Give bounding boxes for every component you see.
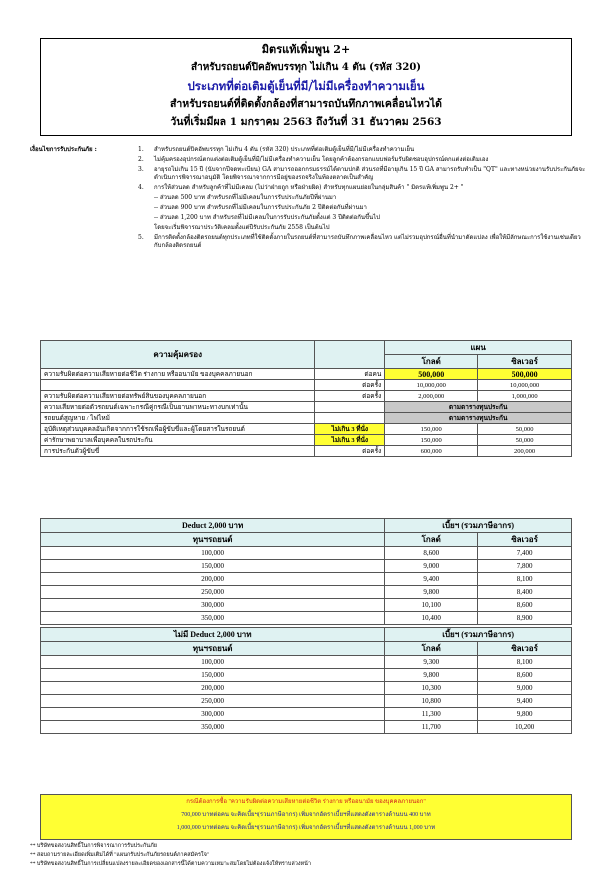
coverage-label: ความรับผิดต่อความเสียหายต่อชีวิต ร่างกาย หรืออนามัย ของบุคคลภายนอก <box>41 369 315 380</box>
silver-premium: 7,400 <box>478 547 572 560</box>
condition-item <box>138 194 588 202</box>
condition-text: สำหรับรถยนต์ปิคอัพบรรทุก ไม่เกิน 4 ตัน (รหัส 320) ประเภทที่ต่อเติมตู้เย็นที่มี/ไม่มีเครื่องทำความเย็น <box>154 146 415 153</box>
coverage-row <box>41 402 572 413</box>
coverage-label: รถยนต์สูญหาย / ไฟไหม้ <box>41 413 315 424</box>
coverage-row <box>41 380 572 391</box>
conditions-list <box>138 146 588 252</box>
silver-premium: 8,600 <box>478 669 572 682</box>
gold-premium: 9,800 <box>385 669 478 682</box>
premium-row <box>41 708 572 721</box>
silver-premium: 9,400 <box>478 695 572 708</box>
sum-insured: 350,000 <box>41 612 385 625</box>
gold-premium: 10,800 <box>385 695 478 708</box>
footnotes <box>30 842 311 869</box>
additional-coverage-note <box>40 794 572 840</box>
condition-number: 2. <box>138 156 144 163</box>
coverage-label: ความเสียหายต่อตัวรถยนต์เฉพาะกรณีคู่กรณีเป็นยานพาหนะทางบกเท่านั้น <box>41 402 315 413</box>
note-line: 700,000 บาทต่อคน จะคิดเบี้ยฯ(รวมภาษีอากร) เพิ่มจากอัตราเบี้ยฯที่แสดงดังตารางด้านบน 400 บาท <box>181 812 431 818</box>
premium-row <box>41 721 572 734</box>
silver-value: 50,000 <box>478 435 572 446</box>
premium-table-deduct <box>40 518 572 625</box>
condition-item <box>138 156 588 164</box>
footnote: ** สอบถามรายละเอียดเพิ่มเติมได้ที่ "แผนกรับประกันภัยรถยนต์ภาคสมัครใจ" <box>30 852 210 858</box>
silver-premium: 8,400 <box>478 586 572 599</box>
plan-header: แผน <box>385 341 572 355</box>
silver-value: 1,000,000 <box>478 391 572 402</box>
gold-value: 600,000 <box>385 446 478 457</box>
gold-premium: 9,400 <box>385 573 478 586</box>
condition-item <box>138 224 588 232</box>
gold-header: โกลด์ <box>385 533 478 547</box>
silver-premium: 8,600 <box>478 599 572 612</box>
coverage-label: ความรับผิดต่อความเสียหายต่อทรัพย์สินของบุคคลภายนอก <box>41 391 315 402</box>
silver-premium: 8,100 <box>478 573 572 586</box>
sum-insured: 300,000 <box>41 599 385 612</box>
vehicle-type: สำหรับรถยนต์ปิคอัพบรรทุก ไม่เกิน 4 ตัน (รหัส 320) <box>190 62 422 73</box>
premium-row <box>41 573 572 586</box>
sum-insured: 150,000 <box>41 669 385 682</box>
premium-table-no-deduct <box>40 627 572 734</box>
coverage-unit: ต่อครั้ง <box>315 391 385 402</box>
footnote: ** บริษัทขอสงวนสิทธิ์ในการพิจารณาการรับประกันภัย <box>30 843 157 849</box>
premium-table-title: ไม่มี Deduct 2,000 บาท <box>41 628 385 642</box>
silver-header: ซิลเวอร์ <box>478 642 572 656</box>
condition-item <box>138 204 588 212</box>
condition-item <box>138 146 588 154</box>
silver-value: 10,000,000 <box>478 380 572 391</box>
gold-value: 500,000 <box>385 369 478 380</box>
condition-text: มีการติดตั้งกล้องติดรถยนต์ทุกประเภทที่ใช้ติดตั้งภายในรถยนต์ที่สามารถบันทึกภาพเคลื่อนไหว แต่ไม่รวมอุปกรณ์อื่นที่นำมาดัดแปลง เพื่อให้มีลักษณะการใช้งานเช่นเดียวกับกล้องติดรถยนต์ <box>154 234 581 249</box>
silver-value: 500,000 <box>478 369 572 380</box>
sum-insured-header: ทุนฯรถยนต์ <box>41 642 385 656</box>
silver-header: ซิลเวอร์ <box>478 533 572 547</box>
premium-row <box>41 612 572 625</box>
note-line: 1,000,000 บาทต่อคน จะคิดเบี้ยฯ(รวมภาษีอากร) เพิ่มจากอัตราเบี้ยฯที่แสดงดังตารางด้านบน 1,000 บาท <box>176 825 436 831</box>
condition-text: ไม่คุ้มครองอุปกรณ์ตกแต่งต่อเติมตู้เย็นที่มี/ไม่มีเครื่องทำความเย็น โดยลูกค้าต้องกรอกแบบฟอร์มรับผิดชอบอุปกรณ์ตกแต่งต่อเติมเอง <box>154 156 489 163</box>
coverage-unit-header <box>315 341 385 369</box>
note-line: กรณีต้องการซื้อ "ความรับผิดต่อความเสียหายต่อชีวิต ร่างกาย หรืออนามัย ของบุคคลภายนอก" <box>186 799 426 805</box>
coverage-unit <box>315 413 385 424</box>
premium-label: เบี้ยฯ (รวมภาษีอากร) <box>385 519 572 533</box>
sum-insured: 200,000 <box>41 573 385 586</box>
document-header <box>40 38 572 136</box>
footnote: ** บริษัทขอสงวนสิทธิ์ในการเปลี่ยนแปลงรายละเอียดของเอกสารนี้ได้ตามความเหมาะสมโดยไม่ต้องแจ้งให้ทราบล่วงหน้า <box>30 861 311 867</box>
condition-number: 3. <box>138 166 144 173</box>
gold-header: โกลด์ <box>385 642 478 656</box>
body-type: ประเภทที่ต่อเติมตู้เย็นที่มี/ไม่มีเครื่องทำความเย็น <box>187 79 425 93</box>
conditions-label: เงื่อนไขการรับประกันภัย : <box>30 146 97 153</box>
sum-insured: 300,000 <box>41 708 385 721</box>
coverage-unit <box>315 402 385 413</box>
premium-row <box>41 547 572 560</box>
premium-row <box>41 599 572 612</box>
condition-number: 1. <box>138 146 144 153</box>
gold-premium: 8,600 <box>385 547 478 560</box>
coverage-row <box>41 435 572 446</box>
sum-insured: 100,000 <box>41 547 385 560</box>
gold-header: โกลด์ <box>385 355 478 369</box>
silver-value: 50,000 <box>478 424 572 435</box>
coverage-label: อุบัติเหตุส่วนบุคคลอันเกิดจากการใช้รถเพื่อผู้ขับขี่และผู้โดยสารในรถยนต์ <box>41 424 315 435</box>
coverage-row <box>41 369 572 380</box>
premium-row <box>41 682 572 695</box>
gold-premium: 11,700 <box>385 721 478 734</box>
silver-premium: 9,800 <box>478 708 572 721</box>
premium-table-title: Deduct 2,000 บาท <box>41 519 385 533</box>
coverage-unit: ไม่เกิน 3 ที่นั่ง <box>315 424 385 435</box>
coverage-value: ตามตารางทุนประกัน <box>385 413 572 424</box>
sum-insured: 200,000 <box>41 682 385 695</box>
coverage-unit: ไม่เกิน 3 ที่นั่ง <box>315 435 385 446</box>
condition-text: -- ส่วนลด 500 บาท สำหรับรถที่ไม่มีเคลมในการรับประกันภัยปีที่ผ่านมา <box>154 194 337 201</box>
premium-row <box>41 586 572 599</box>
gold-value: 2,000,000 <box>385 391 478 402</box>
condition-item <box>138 214 588 222</box>
coverage-row <box>41 391 572 402</box>
gold-premium: 10,300 <box>385 682 478 695</box>
product-name: มิตรแท้เพิ่มพูน 2+ <box>261 43 351 56</box>
coverage-row <box>41 424 572 435</box>
sum-insured: 350,000 <box>41 721 385 734</box>
coverage-unit: ต่อครั้ง <box>315 380 385 391</box>
condition-item <box>138 234 588 250</box>
coverage-unit: ต่อคน <box>315 369 385 380</box>
premium-row <box>41 560 572 573</box>
effective-date: วันที่เริ่มมีผล 1 มกราคม 2563 ถึงวันที่ 31 ธันวาคม 2563 <box>170 116 442 128</box>
coverage-label <box>41 380 315 391</box>
gold-value: 10,000,000 <box>385 380 478 391</box>
premium-row <box>41 669 572 682</box>
gold-premium: 10,100 <box>385 599 478 612</box>
condition-number: 4. <box>138 184 144 191</box>
condition-number: 5. <box>138 234 144 241</box>
gold-value: 150,000 <box>385 435 478 446</box>
coverage-unit: ต่อครั้ง <box>315 446 385 457</box>
silver-header: ซิลเวอร์ <box>478 355 572 369</box>
gold-premium: 11,300 <box>385 708 478 721</box>
coverage-title: ความคุ้มครอง <box>41 341 315 369</box>
gold-premium: 9,800 <box>385 586 478 599</box>
silver-premium: 8,900 <box>478 612 572 625</box>
condition-item <box>138 184 588 192</box>
sum-insured: 250,000 <box>41 695 385 708</box>
premium-row <box>41 695 572 708</box>
sum-insured: 100,000 <box>41 656 385 669</box>
sum-insured-header: ทุนฯรถยนต์ <box>41 533 385 547</box>
gold-premium: 9,300 <box>385 656 478 669</box>
premium-label: เบี้ยฯ (รวมภาษีอากร) <box>385 628 572 642</box>
premium-row <box>41 656 572 669</box>
coverage-row <box>41 446 572 457</box>
silver-premium: 9,000 <box>478 682 572 695</box>
condition-text: -- ส่วนลด 900 บาท สำหรับรถที่ไม่มีเคลมในการรับประกันภัย 2 ปีติดต่อกันที่ผ่านมา <box>154 204 367 211</box>
silver-premium: 8,100 <box>478 656 572 669</box>
coverage-label: การประกันตัวผู้ขับขี่ <box>41 446 315 457</box>
condition-text: อายุรถไม่เกิน 15 ปี (นับจากปีจดทะเบียน) GA สามารถออกกรมธรรม์ได้ตามปกติ ส่วนรถที่มีอายุเกิน 15 ปี GA สามารถรับทำเป็น "QT" และทางหน่วยงานรับประกันภัยจะดำเนินการพิจารณาอนุมัติ โดยพิจารณาจากการมีอยู่ของรถจริงในท้องตลาดเป็นสำคัญ <box>154 166 586 181</box>
gold-premium: 10,400 <box>385 612 478 625</box>
camera-condition: สำหรับรถยนต์ที่ติดตั้งกล้องที่สามารถบันทึกภาพเคลื่อนไหวได้ <box>169 98 443 110</box>
coverage-label: ค่ารักษาพยาบาลเพื่อบุคคลในรถประกัน <box>41 435 315 446</box>
gold-premium: 9,000 <box>385 560 478 573</box>
coverage-row <box>41 413 572 424</box>
silver-premium: 7,800 <box>478 560 572 573</box>
condition-text: -- ส่วนลด 1,200 บาท สำหรับรถที่ไม่มีเคลมในการรับประกันภัยตั้งแต่ 3 ปีติดต่อกันขึ้นไป <box>154 214 380 221</box>
condition-text: การให้ส่วนลด สำหรับลูกค้าที่ไม่มีเคลม (ไม่ว่าฝ่ายถูก หรือฝ่ายผิด) สำหรับทุกแผนย่อยในกลุ่มสินค้า " มิตรแท้เพิ่มพูน 2+ " <box>154 184 464 191</box>
sum-insured: 250,000 <box>41 586 385 599</box>
coverage-table <box>40 340 572 457</box>
coverage-value: ตามตารางทุนประกัน <box>385 402 572 413</box>
condition-text: โดยจะเริ่มพิจารณาประวัติเคลมตั้งแต่ปีรับประกันภัย 2558 เป็นต้นไป <box>154 224 330 231</box>
silver-premium: 10,200 <box>478 721 572 734</box>
gold-value: 150,000 <box>385 424 478 435</box>
sum-insured: 150,000 <box>41 560 385 573</box>
condition-item <box>138 166 588 182</box>
silver-value: 200,000 <box>478 446 572 457</box>
